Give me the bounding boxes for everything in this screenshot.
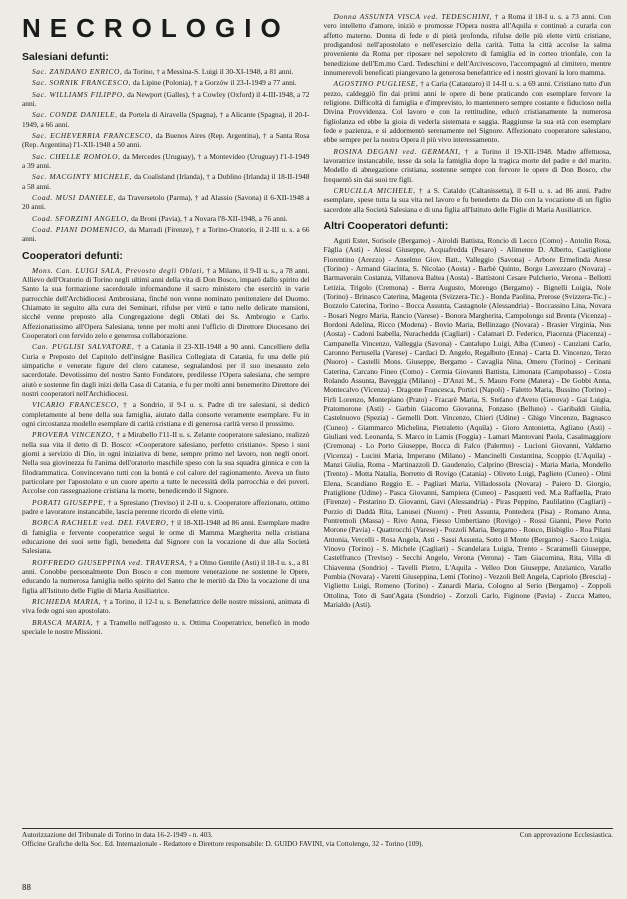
entry-text: da Coalisland (Irlanda), † a Dublino (Irlanda) il 18-II-1948 a 58 anni. [22,172,310,191]
footer-printer: Officine Grafiche della Soc. Ed. Internazionale - Redattore e Direttore responsabile: D. GUIDO FAVINI, via Cottolengo, 32 - Torino (109). [22,840,424,849]
entry-name: AGOSTINO PUGLIESE, [333,79,419,89]
obituary-entry [324,186,612,214]
obituary-entry [22,152,310,171]
obituary-entry [22,214,310,223]
entry-name: CRUCILLA MICHELE, [333,185,416,195]
obituary-entry [22,342,310,398]
obituary-entry [22,618,310,637]
entry-text: da Mercedes (Uruguay), † a Montevideo (Uruguay) l'1-I-1949 a 39 anni. [22,151,310,170]
footer-authorization: Autorizzazione del Tribunale di Torino in data 16-2-1949 - n. 403. [22,831,213,839]
obituary-entry [22,90,310,109]
entry-name: Coad. MUSI DANIELE, [32,192,116,202]
obituary-entry [22,400,310,428]
entry-name: Mons. Can. LUIGI SALA, Prevosto degli Oblati, [32,265,205,275]
entry-name: VICARIO FRANCESCO, [32,400,120,410]
obituary-entry [22,193,310,212]
entry-name: Coad. SFORZINI ANGELO, [32,213,130,223]
entry-text: da Broni (Pavia), † a Novara l'8-XII-1948, a 76 anni. [131,213,288,223]
entry-text: † a Spresiano (Treviso) il 2-II u. s. Cooperatore affezionato, ottimo padre e lavoratore instancabile, lascia perenne ricordo di elette virtù. [22,497,310,516]
section-heading: Salesiani defunti: [22,50,109,63]
section-heading: Cooperatori defunti: [22,249,123,262]
obituary-entry [22,67,310,76]
obituary-entry [22,597,310,616]
entry-text: da Marradi (Firenze), † a Torino-Oratorio, il 2-III u. s. a 66 anni. [22,224,310,244]
entry-text: da Newport (Galles), † a Cowley (Oxford) il 4-III-1948, a 72 anni. [22,89,310,108]
obituary-entry [22,430,310,495]
entry-name: ROSINA DEGANI ved. GERMANI, [333,146,461,156]
obituary-entry [22,110,310,129]
entry-name: Can. PUGLISI SALVATORE, [32,342,135,352]
footer-divider [22,828,613,829]
entry-text: † a Mirabello l'11-II u. s. Zelante cooperatore salesiano, realizzò nella sua vita il detto di D. Bosco: «Cooperatore salesiano, perfetto cristiano». Speso i suoi giorni a servizio di Dio, in ogni iniziativa di bene, sempre primo nel lavoro, non negli onori. Nella sua giovinezza fu l'anima dell'oratorio maschile speso con la sua squadra ginnica e con la filodrammatica. Convincevano tutti con la bontà e col calore del ragionamento. Aveva un fiuto particolare per l'apostolato e un cuore aperto a tutte le necessità della parrocchia e dei poveri. Accolse con rassegnazione cristiana la morte, benedicendo il Signore. [22,430,310,496]
entry-text: da Portela di Airavella (Spagna), † a Alicante (Spagna), il 20-I-1949, a 66 anni. [22,110,310,129]
entry-name: Sac. ZANDANO ENRICO, [32,66,123,76]
entry-text: † a Olmo Gentile (Asti) il 18-I u. s., a 81 anni. Conobbe personalmente Don Bosco e con memore venerazione ne sostenne le Opere, educando la numerosa famiglia nello spirito del Santo che le meritò da Dio la vocazione di una figlia all'Istituto delle Figlie di Maria Ausiliatrice. [22,557,310,595]
obituary-entry [22,225,310,244]
entry-text: † a Sondrio, il 9-I u. s. Padre di tre salesiani, si dedicò completamente al bene della sua famiglia, aiutato dalla consorte veramente esemplare. Fu in ogni circostanza modello esemplare di carità cristiana e di generosa carità verso il prossimo. [22,400,310,429]
other-cooperators-list: Aguti Ester, Sorisole (Bergamo) - Airoldi Battista, Roncio di Lecco (Como) - Antolin Rosa, Fàglia (Asti) - Alessi Giuseppe, Acquafredda (Pesaro) - Alimente D. Alberto, Castiglione Fiorentino (Arezzo) - Anselmo Giov. Batt., Valleggio (Savona) - Arbore Ermelinda Arese (Torino) - Armand Giacinta, S. Nicolao (Aosta) - Barbè Quinto, Borgo Lavezzaro (Novara) - Barmaverain Costanza, Villanova Baltea (Aosta) - Battistoni Cesare Pulcherio, Verona - Bellotti Letizia, Trigolo (Cremona) - Berra Augusto, Morengo (Bergamo) - Bignelli Luigia, Nole (Torino) - Brinasco Caterina, Magenta (Svizzera-Tic.) - Bonda Paolina, Prerose (Svizzera-Tic.) - Bozzolo Caterina, Torino - Bocca Assunta, Castagnole (Alessandria) - Boccassino Lina, Novara - Bosari Negro Maria, Rancio (Varese) - Bonora Margherita, Campolongo sul Brenta (Vicenza) - Bordoni Adelina, Ricco (Modena) - Bovio Maria, Bellinzago (Novara) - Brasier Virginia, Nus (Aosta) - Cadoni Isabella, Nurachedda (Cagliari) - Calamari D. Federico, Piacenza (Piacenza) - Campanella Vincenzo, Valleggia (Savona) - Cantalupo Luigi, Alba (Cuneo) - Canziani Carlo, Caronno Pertusella (Varese) - Cardaci D. Angelo, Regalbuto (Enna) - Carta D. Vincenzo, Terzo (Nuoro) - Castelli Mons. Giuseppe, Bergamo - Cavaglia Nina, Omero (Torino) - Cerinani Caterina, Carcano Fineo (Como) - Cermia Giovanni Battista, Limonata (Campobasso) - Costa Rolando Assunta, Baveggia (Milano) - D'Anzi M., S. Mauro Forte (Matera) - De Gobbi Anna, Montecalvo (Vicenza) - Dragone Francesca, Portici (Napoli) - Faletto Maria, Bussino (Torino) - Firli Lorenzo, Montepiano (Prato) - Fracarè Maria, S. Stefano d'Aveto (Genova) - Gai Luigia, Pratomorone (Asti) - Garbin Giacomo Giovanna, Fonzaso (Belluno) - Garibaldi Giulia, Castelnuovo (Spezia) - Gemelli Dott. Vincenzo, Chieri (Udine) - Ghigo Vincenzo, Bagnasco (Cuneo) - Giammarco Michelina, Pietraletto (Aquila) - Gioro Antonietta, Agliano (Asti) - Giuliani ved. Leonarda, S. Marco in Lamis (Foggia) - Lamari Mantovani Paola, Casalmaggiore (Cremona) - Lo Porto Giuseppe, Bocca di Falco (Palermo) - Lucioni Giovanni, Valdarno (Vicenza) - Lucini Maria, Imperano (Milano) - Mancinelli Costantina, Scoppio (L'Aquila) - Manzi Giulia, Roma - Martinazzoli D. Gaudenzio, Calprino (Brescia) - Maria Maria, Mondello (Trento) - Motta Natalia, Borretto di Rovigo (Catania) - Oliveto Luigi, Paglieto (Cuneo) - Olmi Elena, Scandiano Reggio E. - Pagliari Maria, Villadossola (Novara) - Paiero D. Giorgio, Pratiglione (Udine) - Pasca Giovanni, Sampiera (Cuneo) - Pasquetti ved. M.a Raffaella, Prato (Firenze) - Pestarino D. Giovanni, Gavi (Alessandria) - Piras Peppino, Paulilatino (Cagliari) - Porzio di Daddà Rita, Lanusei (Nuoro) - Preti Assunta, Pontedera (Pisa) - Romano Anna, Pontremoli (Massa) - Rivo Anna, Fiesso Umbertiano (Rovigo) - Rossi Gianni, Pieve Porto Morone (Pavia) - Quattrocchi (Varese) - Pozzoli Maria, Bergamo - Ronco, Bisbiglio - Roa Pilani Antonia, Vercelli - Rosa Angela, Asti - Sassi Assunta, Sotto il Monte (Bergamo) - Sacco Luigia, Vinovo (Torino) - S. Michele (Cagliari) - Scandelara Luigia, Trento - Scaramelli Giuseppe, Castelfranco (Treviso) - Secchi Angelo, Verona (Verona) - Tam Giacomina, Rita, Villa di Chiavenna (Sondrio) - Tavelli Pietro, L'Aquila - Velleo Don Giuseppe, Anzianico, Varallo Pombia (Novara) - Varetti Giuseppina, Lemi (Torino) - Vezzoli Bell Angela, Capriolo (Brescia) - Viglietto Luigi, Romeno (Torino) - Zanardi Maria, Cologno al Serio (Bergamo) - Zoppoli Ottolina, Toto di Sant'Agata (Sondrio) - Zorzoli Carlo, Figinone (Pavia) - Zucca Matteo, Marialdo (Asti). [323,236,611,609]
obituary-entry [22,172,310,191]
section-heading: Altri Cooperatori defunti: [323,219,449,232]
entry-text: † il 18-XII-1948 ad 86 anni. Esemplare madre di famiglia e fervente cooperatrice seguì le orme di Mamma Margherita nella cristiana educazione dei suoi sette figli, benedetta dal Signore con la vocazione di due alla Società Salesiana. [22,518,310,556]
entry-text: † a Caria (Catanzaro) il 14-II u. s. a 69 anni. Cristiano tutto d'un pezzo, caldeggiò fin dai primi anni le opere di bene praticando con esemplare fervore la religione. Difficoltà di famiglia e d'imprevisto, lo mantennero sempre costante e fiducioso nella Divina Provvidenza. Col lavoro e con la rettitudine, educò cristianamente la numerosa figliolanza ed ebbe la gioia di vederla sistemata e saggia. Raggiunse la sua età con esemplare fede e pazienza, e si addormentò serenamente nel Signore. Affezionato cooperatore salesiano, ebbe sempre per la nostra Opera il più vivo interessamento. [323,79,611,145]
entry-name: Sac. WILLIAMS FILIPPO, [32,89,126,99]
entry-text: † a Torino, il 12-I u. s. Benefattrice delle nostre missioni, animata di viva fede ogni suo apostolato. [22,596,310,616]
entry-text: † a Catania il 23-XII-1948 a 90 anni. Cancelliere della Curia e Preposto del Capitolo dell'insigne Basilica Collegiata di Catania, fu una delle più simpatiche e venerate figure del clero catanese, segnalandosi per il suo inesausto zelo sacerdotale. Devotissimo del nostro Santo Fondatore, predilesse l'Opera salesiana, che sempre aiutò e sostenne fin dagli inizi della Casa di Catania, e fu per molti anni benemerito Direttore dei nostri cooperatori nell'Archidiocesi. [22,342,310,399]
page-number: 88 [22,883,31,892]
obituary-entry [22,558,310,595]
page-title: NECROLOGIO [22,13,290,43]
obituary-entry [22,131,310,150]
entry-text: † a Tramello nell'agosto u. s. Ottima Cooperatrice, beneficò in modo speciale le nostre Missioni. [22,617,310,636]
obituary-entry [22,266,310,341]
left-column [22,12,310,840]
right-column [324,12,612,840]
entry-text: † a S. Cataldo (Caltanissetta), il 6-II u. s. ad 86 anni. Padre esemplare, spese tutta la sua vita nel lavoro e fu benedetto da Dio con la vocazione di un figlio sacerdote alla Società Salesiana e di una figlia all'Istituto delle Figlie di Maria Ausiliatrice. [323,185,611,214]
obituary-entry [324,12,612,77]
entry-text: da Traversetolo (Parma), † ad Alassio (Savona) il 6-XII-1948 a 20 anni. [22,192,310,212]
entry-name: Sac. MACGINTY MICHELE, [32,172,133,182]
obituary-entry [22,518,310,555]
entry-name: ROFFREDO GIUSEPPINA ved. TRAVERSA, [32,557,188,567]
obituary-entry [22,78,310,87]
entry-name: PORATI GIUSEPPE, [32,497,106,507]
obituary-entry [324,147,612,184]
entry-name: BORCA RACHELE ved. DEL FAVERO, [32,518,169,528]
entry-text: † a Torino il 19-XII-1948. Madre affettuosa, lavoratrice instancabile, tesse da sola la famiglia dopo la tragica morte del padre e del marito. Modello di abnegazione cristiana, sostenne sempre con fervore le opere di Don Bosco, che frequentò sin dai suoi tre figli. [323,146,611,184]
footer [22,831,613,850]
entry-name: Sac. SORNIK FRANCESCO, [32,78,132,88]
entry-name: Sac. CONDE DANIELE, [32,110,118,120]
entry-text: da Torino, † a Messina-S. Luigi il 30-XI-1948, a 81 anni. [124,66,294,76]
entry-text: da Lipine (Polonia), † a Gorzów il 23-I-1949 a 77 anni. [132,78,297,88]
entry-name: Sac. CHELLE ROMOLO, [32,151,121,161]
obituary-entry [22,498,310,517]
obituary-entry [324,79,612,144]
footer-approval: Con approvazione Ecclesiastica. [519,831,613,839]
entry-name: Coad. PIANI DOMENICO, [32,224,127,234]
columns [22,12,611,840]
entry-text: † a Roma il 18-I u. s. a 73 anni. Con vero intelletto d'amore, iniziò e promosse l'Opera nostra all'Aquila e continuò a curarla con affetto materno. Donna di fede e di pietà profonda, rifulse delle più elette virtù cristiane, prodigandosi nell'apostolato e nell'esercizio della carità. Tutta la città accolse la salma proveniente da Roma per riposare nel sepolcreto di famiglia ed in corteo trionfale, con la benedizione dell'Em.mo Card. Tedeschini e dell'Arcivescovo, l'accompagnò al cimitero, mentre innumerevoli beneficati piangevano la generosa benefattrice ed i nostri giovani la loro mamma. [323,12,611,77]
entry-name: PROVERA VINCENZO, [32,430,115,440]
entry-name: Sac. ECHEVERRIA FRANCESCO, [32,130,154,140]
entry-name: RICHIEDA MARIA, [32,596,102,606]
entry-name: BRASCA MARIA, [32,617,94,627]
entry-text: † a Milano, il 9-II u. s., a 78 anni. Allievo dell'Oratorio di Torino negli ultimi anni della vita di Don Bosco, imparò dallo spirito del Santo la sua formazione sacerdotale informandone il sacro ministero che esercitò in varie parrocchie dell'Archidiocesi Ambrosiana, finché non venne nominato penitenziere del Duomo. Chiamato in seguito alla cura dei Seminari, rifulse per virtù e tatto nelle delicate mansioni, sicché venne preposto alla Congregazione degli Oblati dei Ss. Ambrogio e Carlo. Affezionatissimo all'Opera Salesiana, tenne per molti anni l'ufficio di Direttore Diocesano dei Cooperatori con fervido zelo e generosa collaborazione. [22,265,310,341]
entry-text: da Buenos Aires (Rep. Argentina), † a Santa Rosa (Rep. Argentina) l'1-XII-1948 a 50 anni. [22,130,310,150]
entry-name: Donna ASSUNTA VISCA ved. TEDESCHINI, [333,12,493,21]
